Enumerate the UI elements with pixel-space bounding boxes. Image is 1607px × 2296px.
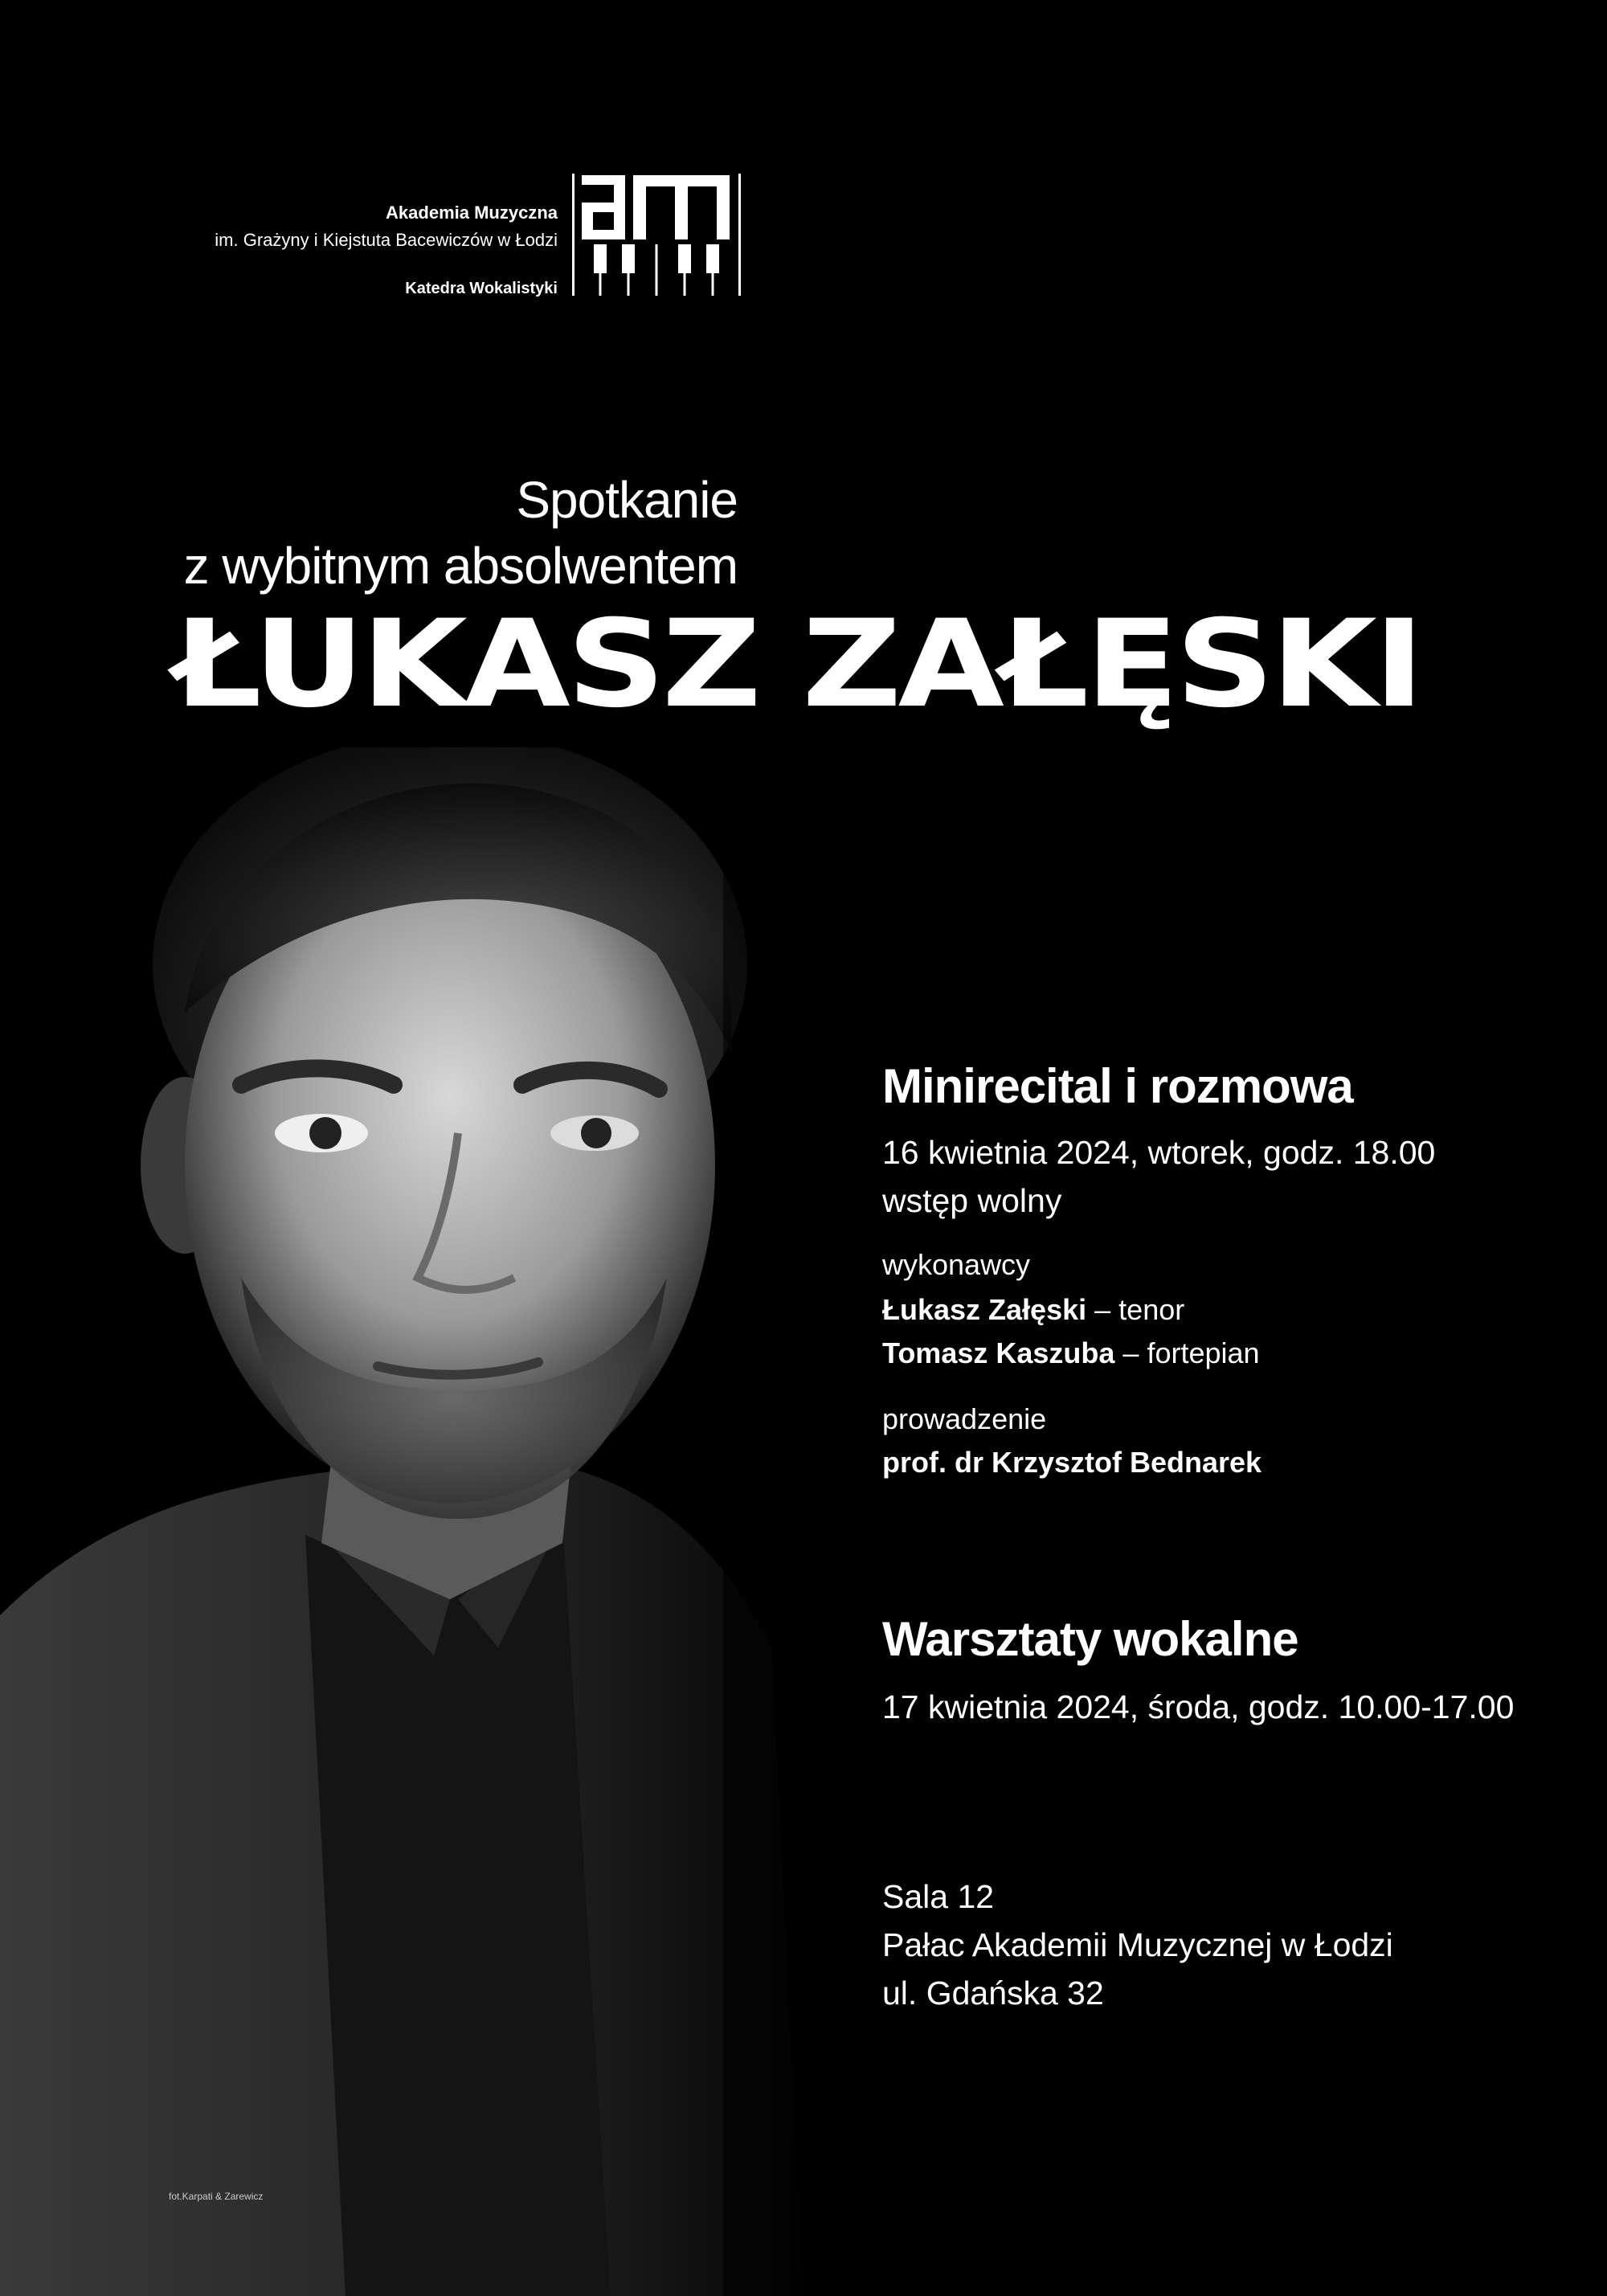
performer-2-role: – fortepian	[1122, 1336, 1260, 1369]
department-name: Katedra Wokalistyki	[405, 280, 558, 297]
performer-1-role: – tenor	[1094, 1293, 1185, 1326]
venue-room: Sala 12	[882, 1878, 995, 1915]
venue-building: Pałac Akademii Muzycznej w Łodzi	[882, 1926, 1393, 1963]
event2-title: Warsztaty wokalne	[882, 1612, 1298, 1666]
performer-2-name: Tomasz Kaszuba	[882, 1336, 1115, 1369]
performer-1	[882, 1295, 1184, 1324]
academy-logo	[572, 170, 741, 299]
institution-subtitle: im. Grażyny i Kiejstuta Bacewiczów w Łodzi	[215, 230, 558, 250]
event2-date: 17 kwietnia 2024, środa, godz. 10.00-17.00	[882, 1688, 1515, 1725]
event1-title: Minirecital i rozmowa	[882, 1059, 1353, 1113]
headline-line-2: z wybitnym absolwentem	[183, 537, 738, 595]
performers-label: wykonawcy	[882, 1248, 1031, 1281]
host-label: prowadzenie	[882, 1402, 1047, 1435]
event1-date: 16 kwietnia 2024, wtorek, godz. 18.00	[882, 1134, 1436, 1171]
performer-1-name: Łukasz Załęski	[882, 1293, 1087, 1326]
venue-address: ul. Gdańska 32	[882, 1975, 1104, 2012]
artist-name: ŁUKASZ ZAŁĘSKI	[174, 595, 1421, 735]
institution-name: Akademia Muzyczna	[386, 203, 558, 223]
performer-2	[882, 1336, 1260, 1369]
event1-entry: wstęp wolny	[882, 1182, 1062, 1219]
headline-line-1: Spotkanie	[516, 471, 738, 529]
host-name: prof. dr Krzysztof Bednarek	[882, 1446, 1262, 1479]
portrait-photo	[0, 747, 892, 2296]
photo-credit: fot.Karpati & Zarewicz	[169, 2191, 264, 2202]
